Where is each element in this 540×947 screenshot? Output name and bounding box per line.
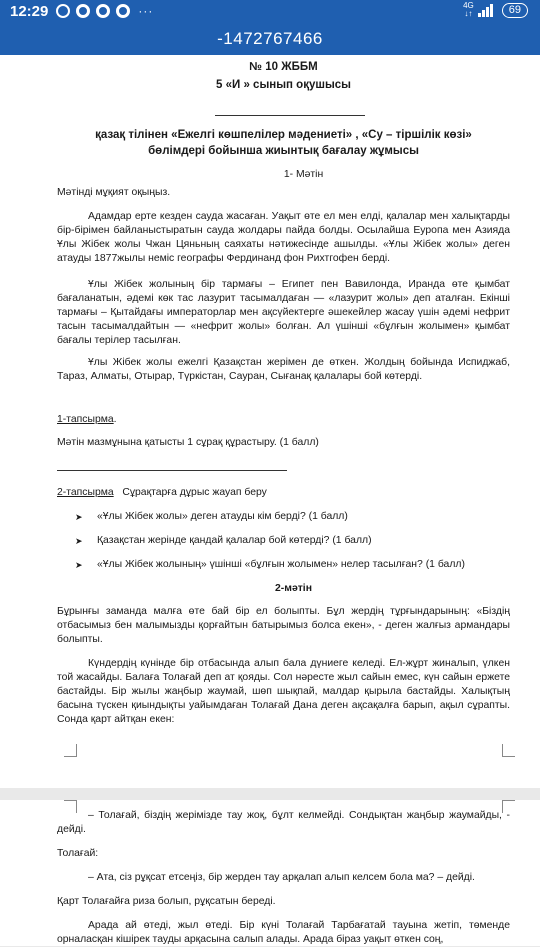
status-bar [0,0,540,22]
paragraph: Ұлы Жібек жолының бір тармағы – Египет пен Вавилонда, Иранда өте қымбат бағаланатын, әдемі көк тас лазурит тасымалдаған — «лазурит жолы» деп аталған. Екінші тармағы – Қытайдағы императорлар мен ақсүйектерге әшекейлер жасау үшін әдемі нефрит тасын тасымалдайтын — «нефрит жолы» болған. Ал үшінші «бұлғын жолымен» қымбат бағалы терілер тасылған. [57,279,510,346]
crop-mark [64,744,77,757]
paragraph: Арада ай өтеді, жыл өтеді. Бір күні Толағай Тарбағатай тауына жетіп, төменде орналасқан кішірек тауды арқасына салып алады. Арада біраз уақыт өткен соң, [57,920,510,945]
paragraph: Қарт Толағайға риза болып, рұқсатын береді. [57,896,276,907]
document-page-1 [0,55,540,788]
task1-label: 1-тапсырма. [57,414,117,425]
name-line [215,115,365,116]
list-item: ➤ «Ұлы Жібек жолы» деген атауды кім берді? (1 балл) [75,511,348,522]
paragraph: – Толағай, біздің жерімізде тау жоқ, бұлт келмейді. Сондықтан жаңбыр жаумайды, - дейді. [57,810,510,835]
school-name: № 10 ЖББМ [249,61,318,73]
paragraph: Бұрынғы заманда малға өте бай бір ел болыпты. Бұл жердің тұрғындарының: «Біздің отбасымыз бен малымызды қорғайтын батырымыз болса екен», - деген жалғыз армандары болыпты. [57,606,510,645]
crop-mark [502,800,515,813]
doc-title-line2: бөлімдері бойынша жиынтық бағалау жұмысы [148,145,419,157]
chrome-icon [76,4,90,18]
more-notifications-icon: ··· [138,4,154,18]
list-item: ➤ «Ұлы Жібек жолының» үшінші «бұлғын жолымен» нелер тасылған? (1 балл) [75,559,465,570]
list-item: ➤ Қазақстан жерінде қандай қалалар бой көтерді? (1 балл) [75,535,372,546]
page-gap [0,788,540,800]
phone-number-bar [0,22,540,55]
crop-mark [502,744,515,757]
whatsapp-icon [56,4,70,18]
paragraph: Ұлы Жібек жолы ежелгі Қазақстан жерімен де өткен. Жолдың бойында Испиджаб, Тараз, Алматы, Отырар, Түркістан, Сауран, Сығанақ қалалары бой көтерді. [57,357,510,382]
paragraph: Толағай: [57,848,99,859]
arrow-bullet-icon: ➤ [75,512,83,522]
text2-heading: 2-мәтін [275,583,312,594]
text1-heading: 1- Мәтін [283,169,324,180]
crop-mark [64,800,77,813]
answer-line [57,470,287,471]
task1-text: Мәтін мазмұнына қатысты 1 сұрақ құрастыру. (1 балл) [57,437,319,448]
task2-heading [57,486,510,500]
network-type: 4G ↓↑ [463,1,474,18]
doc-title-line1: қазақ тілінен «Ежелгі көшпелілер мәдениеті» , «Су – тіршілік көзі» [95,129,472,141]
arrow-bullet-icon: ➤ [75,560,83,570]
instruction: Мәтінді мұқият оқыңыз. [57,187,171,198]
chrome-icon [116,4,130,18]
status-time: 12:29 [10,2,49,20]
paragraph: – Ата, сіз рұқсат етсеңіз, бір жерден тау арқалап алып келсем бола ма? – дейді. [88,872,475,883]
task2-label: 2-тапсырма [57,487,114,498]
document-page-2 [0,800,540,946]
arrow-bullet-icon: ➤ [75,536,83,546]
paragraph: Күндердің күнінде бір отбасында алып бала дүниеге келеді. Ел-жұрт жиналып, үлкен той жасайды. Балаға Толағай деп ат қояды. Сол нәресте жыл сайын емес, күн сайын ержете бастайды. Бір жылы жаңбыр жаумай, шөп шықпай, малдар қырыла бастайды. Халықтың басына түскен қиындықты уайымдаған Толағай Дана деген ақсақалға барып, ақыл сұрапты. Сонда қарт айтқан екен: [57,658,510,725]
phone-number: -1472767466 [217,29,323,48]
paragraph: Адамдар ерте кезден сауда жасаған. Уақыт өте ел мен елді, қалалар мен халықтарды бір-бірімен байланыстыратын сауда жолдары пайда болды. Осылайша Еуропа мен Азияда Ұлы Жібек жолы Чжан Цяньның саяхаты нәтижесінде ашылды. «Ұлы Жібек жолы» деген атауды 1877жылы неміс географы Фердинанд фон Рихтгофен берді. [57,211,510,264]
battery-icon: 69 [502,3,528,18]
signal-icon [478,4,494,17]
student-class: 5 «И » сынып оқушысы [216,79,351,91]
chrome-icon [96,4,110,18]
task2-text: Сұрақтарға дұрыс жауап беру [122,487,267,498]
